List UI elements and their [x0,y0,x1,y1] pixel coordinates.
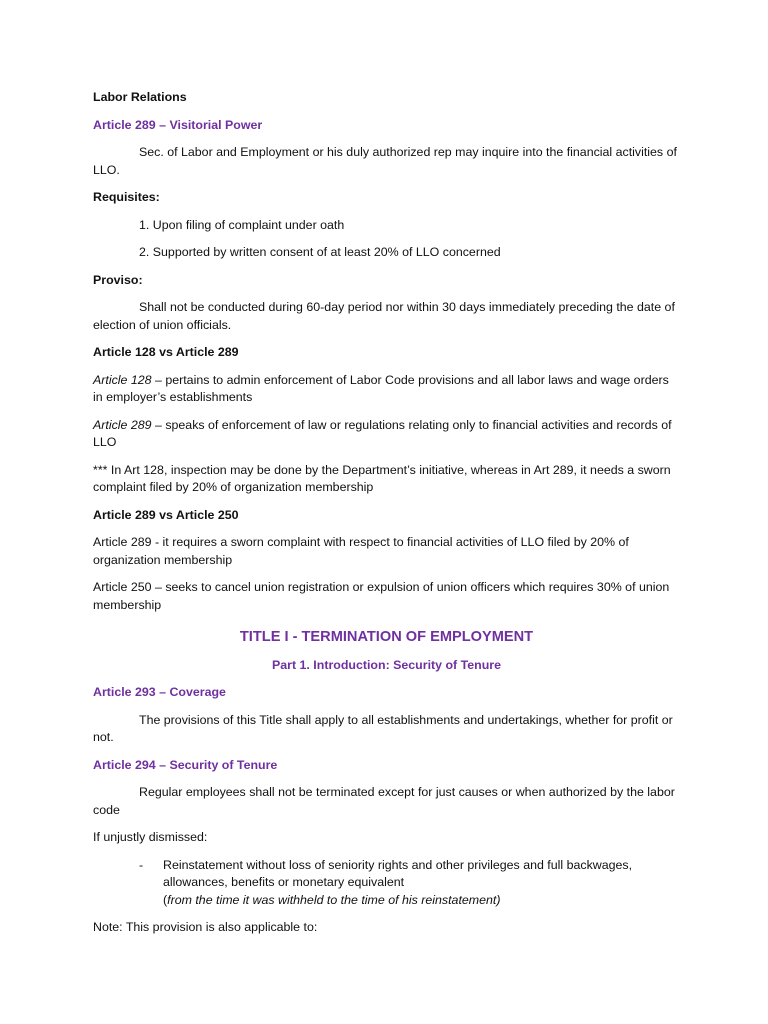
article-294-heading: Article 294 – Security of Tenure [93,757,278,772]
list-dash: - [139,857,144,872]
article-293-heading: Article 293 – Coverage [93,685,226,699]
article-289-heading: Article 289 – Visitorial Power [93,117,263,132]
comparison-article-289 [93,417,680,452]
article-294-body: Regular employees shall not be terminated except for just causes or when authorized by the labor code [93,785,675,817]
comparison-250-text: Article 250 – seeks to cancel union registration or expulsion of union officers which requires 30% of union membership [93,580,670,612]
comparison-289-text: Article 289 - it requires a sworn complaint with respect to financial activities of LLO filed by 20% of organization membership [93,535,629,567]
remedy-paren: ( [163,892,168,907]
article-128-term: Article 128 [93,372,152,387]
requisite-item-2: 2. Supported by written consent of at least 20% of LLO concerned [139,245,501,259]
article-289-body: Sec. of Labor and Employment or his duly authorized rep may inquire into the financial activities of LLO. [93,145,677,177]
proviso-label: Proviso: [93,272,143,287]
section-heading: Labor Relations [93,90,187,104]
article-128-text: – pertains to admin enforcement of Labor Code provisions and all labor laws and wage orders in employer’s establishments [93,372,669,404]
requisite-item-1: 1. Upon filing of complaint under oath [139,217,345,232]
comparison-128-289-heading: Article 128 vs Article 289 [93,345,239,359]
final-note: Note: This provision is also applicable to: [93,920,318,934]
remedy-text-block [163,857,680,910]
remedy-list-item [93,857,680,910]
remedy-text: Reinstatement without loss of seniority rights and other privileges and full backwages, allowances, benefits or monetary equivalent [163,857,633,889]
inspection-note: *** In Art 128, inspection may be done by the Department’s initiative, whereas in Art 289, it needs a sworn complaint filed by 20% of organization membership [93,462,671,494]
article-289-term: Article 289 [93,417,152,432]
comparison-article-128 [93,372,680,407]
unjust-dismissal-label: If unjustly dismissed: [93,830,208,844]
title-termination: TITLE I - TERMINATION OF EMPLOYMENT [239,629,534,645]
part-1-heading: Part 1. Introduction: Security of Tenure [271,657,502,672]
article-293-body: The provisions of this Title shall apply to all establishments and undertakings, whether for profit or not. [93,712,673,744]
requisites-label: Requisites: [93,190,160,204]
proviso-body: Shall not be conducted during 60-day period nor within 30 days immediately preceding the date of election of union officials. [93,300,675,332]
comparison-289-250-heading: Article 289 vs Article 250 [93,507,239,522]
remedy-italic: from the time it was withheld to the time of his reinstatement) [167,892,501,907]
article-289-text: – speaks of enforcement of law or regulations relating only to financial activities and records of LLO [93,417,672,449]
